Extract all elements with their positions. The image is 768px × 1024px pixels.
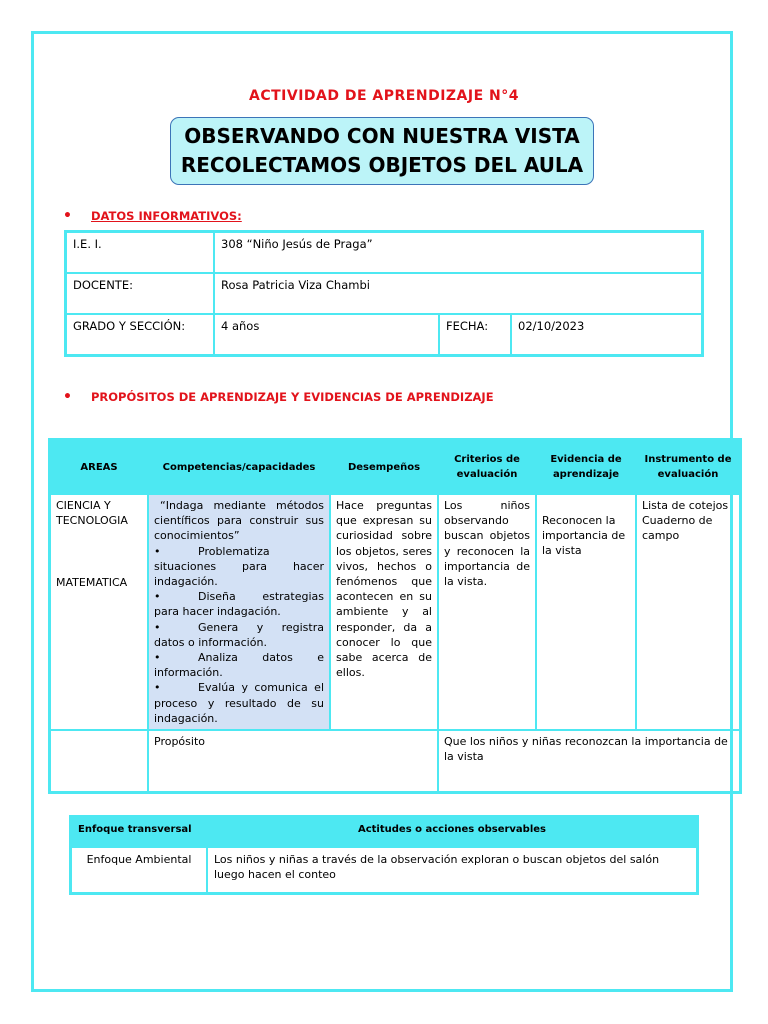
- ie-value: 308 “Niño Jesús de Praga”: [214, 232, 703, 274]
- competencias-cell: [148, 494, 330, 730]
- table-row: [66, 273, 703, 314]
- evidencia-cell: Reconocen la importancia de la vista: [536, 494, 636, 730]
- header-criterios: Criterios de evaluación: [438, 440, 536, 495]
- docente-value: Rosa Patricia Viza Chambi: [214, 273, 703, 314]
- docente-label: DOCENTE:: [66, 273, 215, 314]
- banner-line-2: RECOLECTAMOS OBJETOS DEL AULA: [180, 153, 584, 177]
- header-instrumento: Instrumento de evaluación: [636, 440, 741, 495]
- grado-label: GRADO Y SECCIÓN:: [66, 314, 215, 356]
- header-enfoque: Enfoque transversal: [71, 817, 208, 848]
- list-item: • Analiza datos e información.: [154, 651, 324, 680]
- enfoque-value: Enfoque Ambiental: [71, 847, 208, 893]
- competencia-text: “Indaga mediante métodos científicos para construir sus conocimientos”: [154, 499, 324, 543]
- areas-cell: [50, 494, 149, 730]
- table-header-row: [71, 817, 698, 848]
- table-header-row: [50, 440, 741, 495]
- list-item: • Evalúa y comunica el proceso y resultado de su indagación.: [154, 681, 324, 725]
- info-table: [64, 230, 704, 357]
- instrumento-1: Lista de cotejos: [642, 499, 729, 512]
- empty-cell: [50, 730, 149, 792]
- fecha-value: 02/10/2023: [511, 314, 703, 356]
- bullet-icon: •: [63, 389, 72, 405]
- section-datos-informativos: [63, 208, 242, 224]
- area-matematica: MATEMATICA: [56, 576, 128, 590]
- section-propositos: [63, 389, 494, 405]
- actitudes-value: Los niños y niñas a través de la observación exploran o buscan objetos del salón luego hacen el conteo: [207, 847, 698, 893]
- header-desempenos: Desempeños: [330, 440, 438, 495]
- criterios-cell: Los niños observando buscan objetos y reconocen la importancia de la vista.: [438, 494, 536, 730]
- header-areas: AREAS: [50, 440, 149, 495]
- banner-line-1: OBSERVANDO CON NUESTRA VISTA: [184, 124, 580, 148]
- section-title: PROPÓSITOS DE APRENDIZAJE Y EVIDENCIAS DE APRENDIZAJE: [91, 390, 494, 404]
- instrumento-cell: [636, 494, 741, 730]
- activity-title: ACTIVIDAD DE APRENDIZAJE N°4: [249, 88, 519, 104]
- instrumento-2: Cuaderno de campo: [642, 514, 713, 543]
- ie-label: I.E. I.: [66, 232, 215, 274]
- desempenos-cell: Hace preguntas que expresan su curiosidad sobre los objetos, seres vivos, hechos o fenómenos que acontecen en su ambiente y al responder, da a conocer lo que sabe acerca de ellos.: [330, 494, 438, 730]
- header-evidencia: Evidencia de aprendizaje: [536, 440, 636, 495]
- grado-value: 4 años: [214, 314, 439, 356]
- table-row: [71, 847, 698, 893]
- header-competencias: Competencias/capacidades: [148, 440, 330, 495]
- section-title: DATOS INFORMATIVOS:: [91, 209, 242, 223]
- proposito-value: Que los niños y niñas reconozcan la importancia de la vista: [438, 730, 741, 792]
- table-row: [66, 314, 703, 356]
- table-row: [50, 730, 741, 792]
- table-row: [50, 494, 741, 730]
- proposito-label: Propósito: [148, 730, 438, 792]
- enfoque-table: [69, 815, 699, 895]
- title-banner: [170, 117, 594, 185]
- list-item: • Diseña estrategias para hacer indagación.: [154, 590, 324, 619]
- list-item: • Problematiza situaciones para hacer indagación.: [154, 544, 324, 589]
- list-item: • Genera y registra datos o información.: [154, 620, 324, 649]
- header-actitudes: Actitudes o acciones observables: [207, 817, 698, 848]
- bullet-icon: •: [63, 208, 72, 224]
- table-row: [66, 232, 703, 274]
- area-ciencia: CIENCIA Y TECNOLOGIA: [56, 499, 128, 528]
- fecha-label: FECHA:: [439, 314, 511, 356]
- purpose-table: [48, 438, 742, 794]
